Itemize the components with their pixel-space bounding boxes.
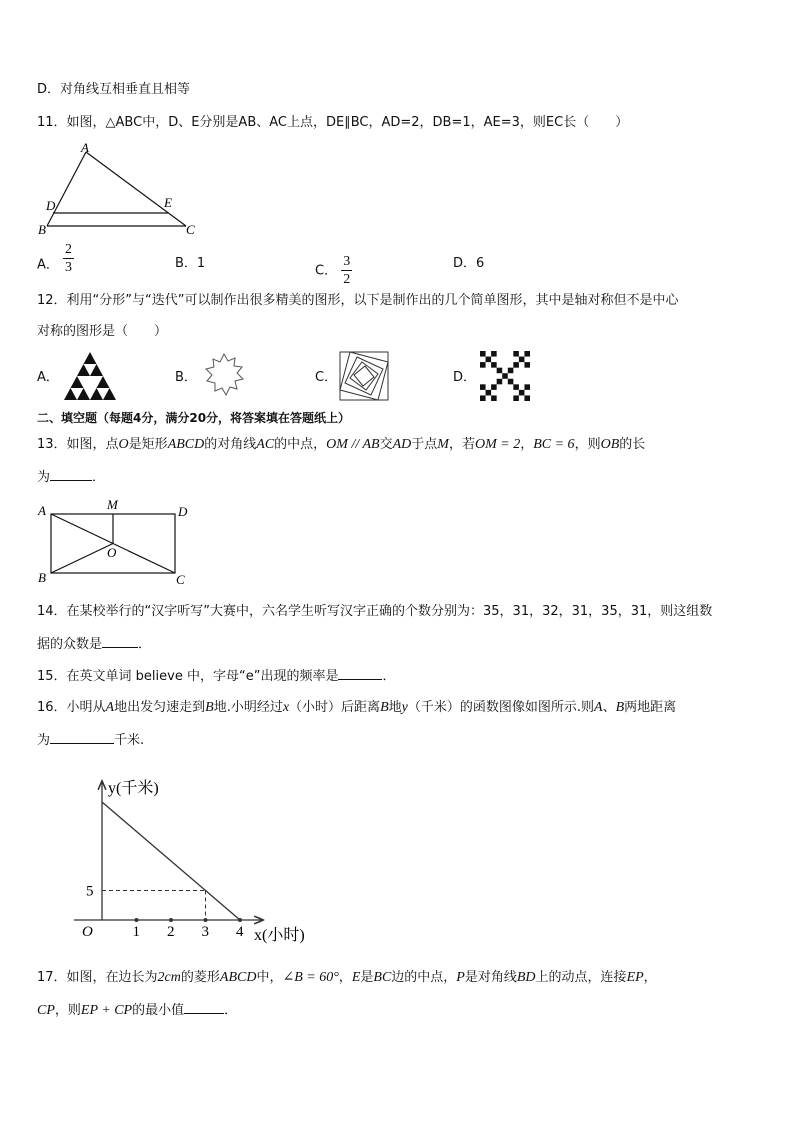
x-tick-mark: [135, 918, 139, 922]
q13-label-o: O: [107, 545, 117, 560]
fractal-cell: [497, 368, 503, 374]
q17-answer-blank[interactable]: [184, 1001, 224, 1014]
x-tick-label: 4: [236, 924, 244, 940]
fractal-cell: [502, 373, 508, 379]
q13-var-abcd: ABCD: [167, 437, 205, 452]
x-tick-mark: [204, 918, 208, 922]
q13-rectangle-figure: [34, 496, 194, 588]
q11-triangle-figure: [34, 140, 202, 240]
q13-text-8: ，: [520, 437, 534, 452]
fractal-cell: [486, 357, 492, 363]
fractal-cell: [480, 384, 486, 390]
q16-text-3: 地.小明经过: [213, 700, 283, 715]
q11-label-e: E: [164, 195, 172, 210]
q12-option-a[interactable]: A．: [37, 370, 59, 385]
x-tick-mark: [238, 918, 242, 922]
q16-distance-time-chart: [74, 776, 324, 950]
fractal-cell: [524, 351, 530, 357]
section-heading-fill-in: 二、填空题（每题4分，满分20分，将答案填在答题纸上）: [37, 411, 351, 425]
q11-option-c-label: C．: [315, 263, 338, 279]
fractal-cell: [513, 395, 519, 401]
chart-y-axis-label: y(千米): [108, 780, 159, 797]
q13-text-7: ，若: [448, 437, 475, 452]
q17-text-3: 中，: [256, 970, 283, 985]
q15-answer-blank[interactable]: [338, 667, 382, 680]
fractal-cell: [513, 351, 519, 357]
q17-text-6: 边的中点，: [391, 970, 457, 985]
q12-sierpinski-triangle-figure: [62, 350, 118, 402]
q14-stem-line1: 14．在某校举行的“汉字听写”大赛中，六名学生听写汉字正确的个数分别为：35，31，32，31，35，31，则这组数: [37, 604, 713, 619]
q16-text-4: （小时）后距离: [289, 700, 381, 715]
q17-var-cp: CP: [37, 1003, 55, 1018]
q16-text-2: 地出发匀速走到: [114, 700, 206, 715]
q13-text-6: 于点: [411, 437, 438, 452]
q16-stem-line2: [37, 731, 144, 750]
q16-text-line2a: 为: [37, 733, 51, 748]
q12-option-c[interactable]: C．: [315, 370, 338, 385]
q13-text-1: 13．如图，点: [37, 437, 119, 452]
fractal-cell: [519, 390, 525, 396]
q13-var-ac: AC: [256, 437, 275, 452]
q17-var-bd: BD: [516, 970, 536, 985]
q12-koch-snowflake-figure: [199, 350, 249, 400]
q16-text-7: 、: [602, 700, 616, 715]
q11-option-c-numerator: 3: [343, 254, 351, 269]
q13-text-10: 的长: [619, 437, 646, 452]
q17-var-p: P: [456, 970, 465, 985]
q11-option-d[interactable]: D．6: [453, 256, 485, 271]
fractal-cell: [491, 384, 497, 390]
fractal-cell: [524, 362, 530, 368]
q11-option-b[interactable]: B．1: [175, 256, 206, 271]
q16-var-b-2: B: [380, 700, 389, 715]
q16-var-a-2: A: [594, 700, 603, 715]
q16-text-line2b: 千米.: [114, 733, 145, 748]
fractal-cell: [491, 395, 497, 401]
q13-label-b: B: [38, 570, 46, 585]
x-tick-label: 1: [132, 924, 140, 940]
fractal-cell: [508, 379, 514, 385]
q11-option-a-fraction: [63, 243, 74, 275]
q11-option-c-fraction: [341, 255, 352, 287]
fractal-cell: [491, 362, 497, 368]
q13-var-ad: AD: [392, 437, 412, 452]
fractal-cell: [491, 351, 497, 357]
q16-answer-blank[interactable]: [50, 731, 114, 744]
fractal-cell: [508, 368, 514, 374]
fractal-cell: [497, 379, 503, 385]
q13-text-5: 交: [379, 437, 393, 452]
q13-label-a: A: [38, 503, 46, 518]
q17-text-7: 是对角线: [464, 970, 517, 985]
q11-option-a[interactable]: [37, 242, 74, 275]
q17-expr-2cm: 2cm: [157, 970, 181, 985]
fractal-cell: [480, 351, 486, 357]
q17-text-10: ，则: [54, 1003, 81, 1018]
q16-var-b-3: B: [615, 700, 625, 715]
q17-var-abcd: ABCD: [219, 970, 257, 985]
q14-end-period: ．: [138, 637, 152, 652]
q11-label-d: D: [46, 198, 56, 213]
q13-stem-line1: [37, 436, 645, 454]
x-tick-label: 3: [201, 924, 209, 940]
fractal-cell: [486, 390, 492, 396]
q15-end-period: ．: [382, 669, 396, 684]
q16-text-8: 两地距离: [624, 700, 677, 715]
q12-spiral-squares-figure: [338, 350, 392, 402]
q13-end-period: ．: [92, 470, 106, 485]
q13-text-9: ，则: [574, 437, 601, 452]
q11-option-a-label: A．: [37, 257, 59, 273]
q12-option-b[interactable]: B．: [175, 370, 197, 385]
q17-var-bc: BC: [373, 970, 392, 985]
q13-answer-blank[interactable]: [50, 468, 92, 481]
q17-text-11: 的最小值: [132, 1003, 185, 1018]
q16-stem-line1: [37, 699, 676, 717]
q14-answer-blank[interactable]: [102, 635, 138, 648]
q17-text-5: 是: [360, 970, 374, 985]
q13-text-3: 的对角线: [204, 437, 257, 452]
fractal-cell: [513, 384, 519, 390]
fractal-cell: [524, 395, 530, 401]
chart-x-axis-label: x(小时): [254, 927, 305, 944]
q13-expr-om-parallel-ab: OM // AB: [326, 437, 380, 452]
q17-text-9: ，: [643, 970, 657, 985]
q11-option-c[interactable]: [315, 255, 352, 287]
q16-var-y: y: [401, 700, 408, 715]
q15-stem: [37, 667, 395, 686]
q12-vicsek-fractal-figure: [480, 351, 530, 401]
q12-option-d[interactable]: D．: [453, 370, 477, 385]
q16-text-5: 地: [388, 700, 402, 715]
q13-var-o: O: [118, 437, 129, 452]
q16-text-1: 16．小明从: [37, 700, 106, 715]
q11-stem: 11．如图，△ABC中，D、E分别是AB、AC上点，DE∥BC，AD=2，DB=1，AE=3，则EC长（ ）: [37, 115, 629, 130]
q13-text-4: 的中点，: [274, 437, 327, 452]
q11-option-a-denominator: 3: [65, 260, 73, 275]
q11-label-b: B: [38, 222, 46, 237]
q13-text-line2: 为: [37, 470, 51, 485]
q13-text-2: 是矩形: [128, 437, 168, 452]
q17-stem-line1: [37, 969, 657, 987]
q17-expr-ep-plus-cp: EP + CP: [80, 1003, 133, 1018]
q17-text-1: 17．如图，在边长为: [37, 970, 158, 985]
chart-origin-label: O: [82, 924, 93, 940]
q17-text-8: 上的动点，连接: [535, 970, 627, 985]
q17-expr-angle-b: ∠B = 60°: [282, 970, 339, 985]
x-tick-mark: [169, 918, 173, 922]
q17-stem-line2: [37, 1001, 237, 1020]
q11-option-a-numerator: 2: [65, 242, 73, 257]
q13-var-m: M: [437, 437, 449, 452]
q11-option-c-denominator: 2: [343, 272, 351, 287]
q16-var-x: x: [282, 700, 290, 715]
q13-var-ob: OB: [600, 437, 620, 452]
q14-text: 据的众数是: [37, 637, 103, 652]
q17-text-2: 的菱形: [180, 970, 220, 985]
q13-label-d: D: [178, 504, 188, 519]
q16-var-b: B: [205, 700, 214, 715]
q17-text-4: ，: [338, 970, 352, 985]
series-line: [102, 802, 240, 920]
q12-stem-line2: 对称的图形是（ ）: [37, 324, 168, 339]
q16-var-a: A: [105, 700, 115, 715]
x-tick-label: 2: [167, 924, 175, 940]
q10-option-d: D．对角线互相垂直且相等: [37, 82, 191, 97]
q13-expr-bc-equals-6: BC = 6: [533, 437, 575, 452]
q11-label-a: A: [81, 140, 89, 155]
q13-stem-line2: [37, 468, 105, 487]
fractal-cell: [480, 362, 486, 368]
q17-var-e: E: [351, 970, 361, 985]
q14-stem-line2: [37, 635, 151, 654]
q17-var-ep: EP: [626, 970, 644, 985]
q13-label-m: M: [107, 497, 118, 512]
y-tick-label: 5: [86, 883, 94, 900]
q13-label-c: C: [176, 572, 185, 587]
fractal-cell: [519, 357, 525, 363]
fractal-cell: [480, 395, 486, 401]
q17-end-period: ．: [224, 1003, 238, 1018]
q12-stem-line1: 12．利用“分形”与“迭代”可以制作出很多精美的图形，以下是制作出的几个简单图形，其中是轴对称但不是中心: [37, 293, 679, 308]
fractal-cell: [524, 384, 530, 390]
q16-text-6: （千米）的函数图像如图所示.则: [407, 700, 594, 715]
q11-label-c: C: [186, 222, 195, 237]
fractal-cell: [513, 362, 519, 368]
q13-expr-om-equals-2: OM = 2: [474, 437, 521, 452]
chart-plot-layer: [102, 802, 242, 922]
q15-text: 15．在英文单词 believe 中，字母“e”出现的频率是: [37, 669, 339, 684]
